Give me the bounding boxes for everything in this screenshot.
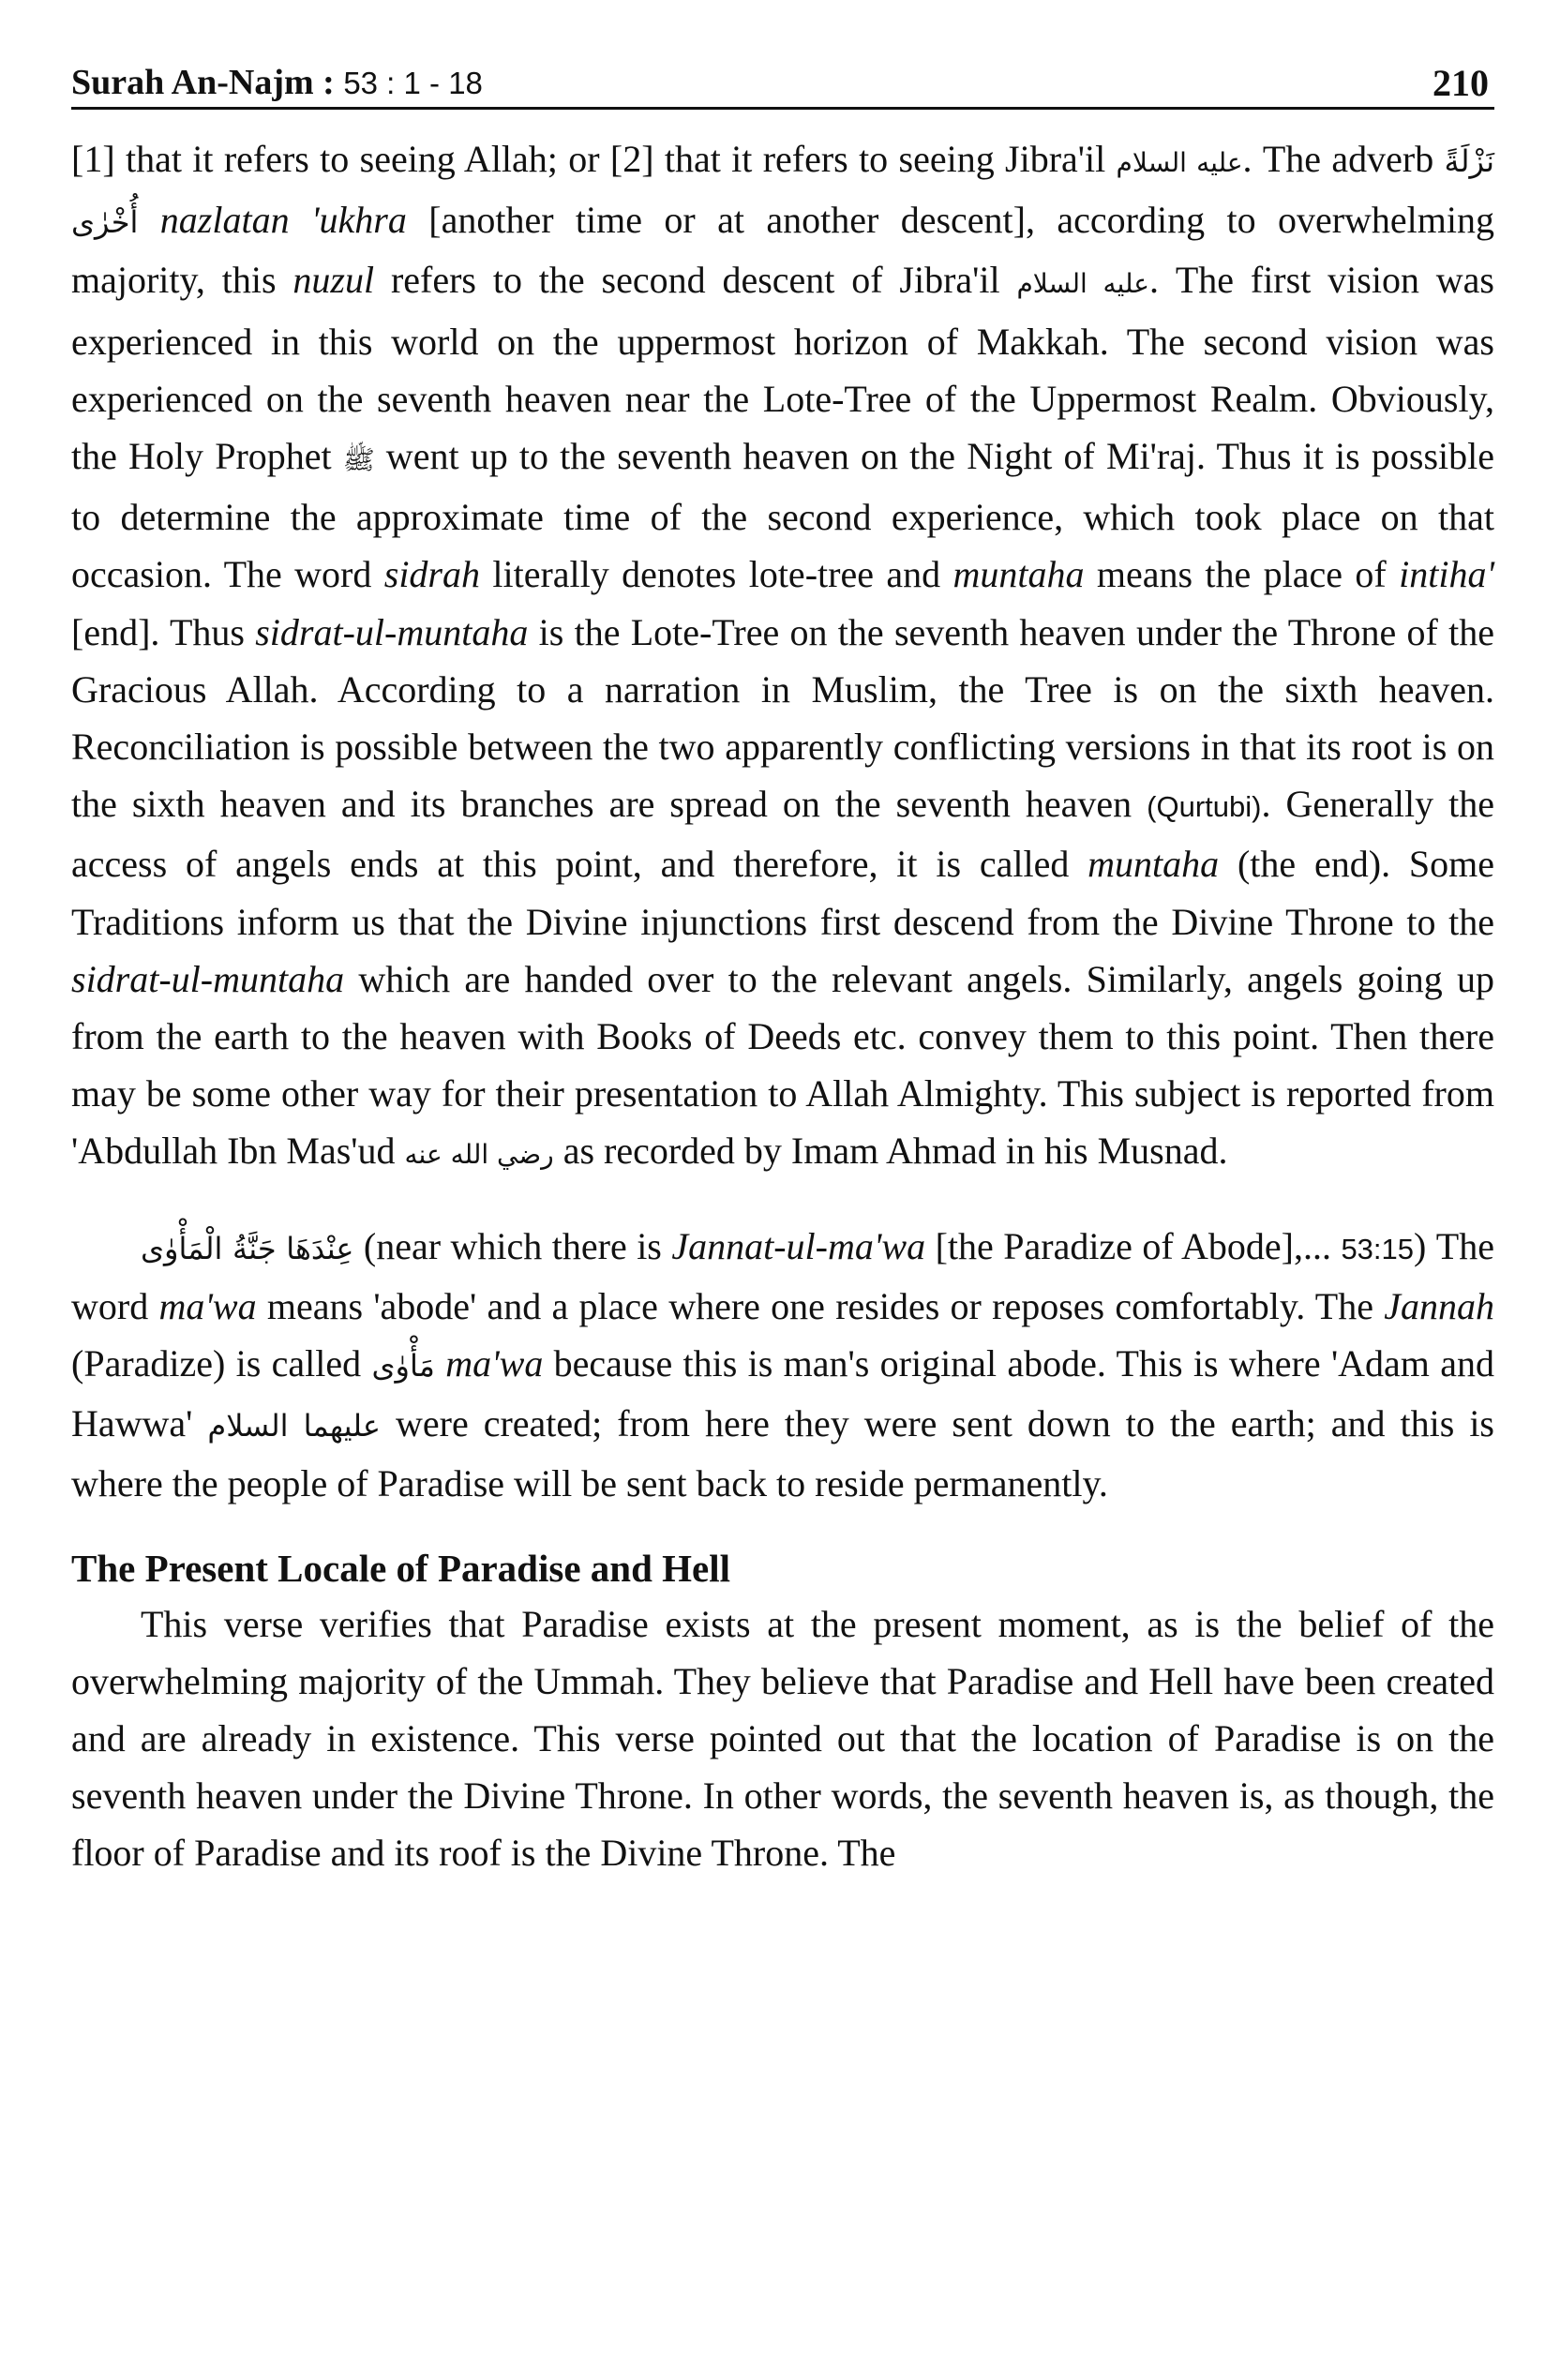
text-run: refers to the second descent of Jibra'il: [374, 259, 1017, 302]
honorific-glyph: رضي الله عنه: [404, 1139, 554, 1171]
arabic-phrase: عِنْدَهَا جَنَّةُ الْمَأْوٰى: [141, 1230, 354, 1266]
text-run: went up to the seventh heaven on the Night of Mi'raj. Thus it is possible to determine the approximate time of the second experience, which took place on that occasion. The word: [71, 435, 1494, 596]
text-run: . Generally the access of angels ends at this point, and therefore, it is called: [71, 783, 1495, 886]
arabic-phrase: عليهما السلام: [207, 1408, 381, 1444]
section-heading: The Present Locale of Paradise and Hell: [71, 1546, 731, 1590]
citation: 53:15: [1341, 1232, 1415, 1265]
text-run: ) The word: [71, 1224, 1494, 1327]
transliteration: sidrat-ul-muntaha: [255, 610, 529, 653]
text-run: [138, 199, 159, 241]
commentary-paragraph: [71, 1218, 1494, 1513]
honorific-glyph: عليه السلام: [1016, 268, 1149, 300]
text-run: [another time or at another descent], according to overwhelming majority, this: [71, 199, 1495, 302]
text-run: [435, 1342, 445, 1385]
text-run: is the Lote-Tree on the seventh heaven under the Throne of the Gracious Allah. According to a narration in Muslim, the Tree is on the sixth heaven. Reconciliation is possible between the two apparently conflicting versions in that its root is on the sixth heaven and its branches are spread on the seventh heaven: [71, 610, 1494, 826]
text-run: means 'abode' and a place where one resides or reposes comfortably. The: [256, 1284, 1385, 1327]
honorific-glyph: ﷺ: [342, 444, 375, 476]
text-run: [the Paradize of Abode],...: [925, 1224, 1342, 1267]
text-run: which are handed over to the relevant angels. Similarly, angels going up from the earth to the heaven with Books of Deeds etc. convey them to this point. Then there may be some other way for their presentation to Allah Almighty. This subject is reported from 'Abdullah Ibn Mas'ud: [71, 957, 1494, 1173]
text-run: . The adverb: [1242, 138, 1445, 180]
surah-title: Surah An-Najm :: [71, 63, 335, 102]
transliteration: intiha': [1399, 553, 1495, 596]
transliteration: sidrah: [383, 553, 480, 596]
text-run: as recorded by Imam Ahmad in his Musnad.: [553, 1130, 1228, 1173]
text-run: [end]. Thus: [71, 610, 256, 653]
book-page: [71, 37, 1494, 1882]
transliteration: muntaha: [952, 553, 1085, 596]
text-run: because this is man's original abode. This is where 'Adam and Hawwa': [71, 1342, 1494, 1445]
text-run: (near which there is: [353, 1224, 672, 1267]
text-run: . The first vision was experienced in this world on the uppermost horizon of Makkah. The second vision was experienced on the seventh heaven near the Lote-Tree of the Uppermost Realm. Obviously, the Holy Prophet: [71, 259, 1495, 478]
citation: (Qurtubi): [1147, 790, 1262, 824]
transliteration: sidrat-ul-muntaha: [71, 957, 345, 1000]
transliteration: Jannah: [1384, 1284, 1494, 1327]
text-run: [1] that it refers to seeing Allah; or [2] that it refers to seeing Jibra'il: [71, 138, 1117, 180]
arabic-word: مَأْوٰى: [371, 1348, 435, 1385]
text-run: literally denotes lote-tree and: [480, 553, 953, 596]
section-paragraph: This verse verifies that Paradise exists at the present moment, as is the belief of the overwhelming majority of the Ummah. They believe that Paradise and Hell have been created and are already in existence. This verse pointed out that the location of Paradise is on the seventh heaven under the Divine Throne. In other words, the seventh heaven is, as though, the floor of Paradise and its roof is the Divine Throne. The: [71, 1602, 1494, 1875]
transliteration: ma'wa: [445, 1342, 544, 1385]
verse-reference: 53 : 1 - 18: [343, 66, 483, 100]
text-run: (the end). Some Traditions inform us that the Divine injunctions first descend from the Divine Throne to the: [71, 843, 1495, 943]
arabic-phrase: نَزْلَةً أُخْرٰى: [71, 143, 1495, 241]
page-header: [71, 37, 1494, 110]
honorific-glyph: عليه السلام: [1116, 147, 1243, 178]
transliteration: muntaha: [1088, 843, 1220, 886]
transliteration: Jannat-ul-ma'wa: [671, 1224, 926, 1267]
text-run: were created; from here they were sent down to the earth; and this is where the people of Paradise will be sent back to reside permanently.: [71, 1402, 1494, 1505]
running-head: [71, 59, 483, 107]
commentary-paragraph: [71, 130, 1494, 1184]
transliteration: nazlatan 'ukhra: [159, 199, 407, 242]
text-run: means the place of: [1084, 553, 1400, 596]
page-number: 210: [1432, 62, 1489, 104]
text-run: (Paradize) is called: [71, 1342, 372, 1385]
transliteration: nuzul: [292, 259, 375, 302]
transliteration: ma'wa: [158, 1284, 257, 1327]
